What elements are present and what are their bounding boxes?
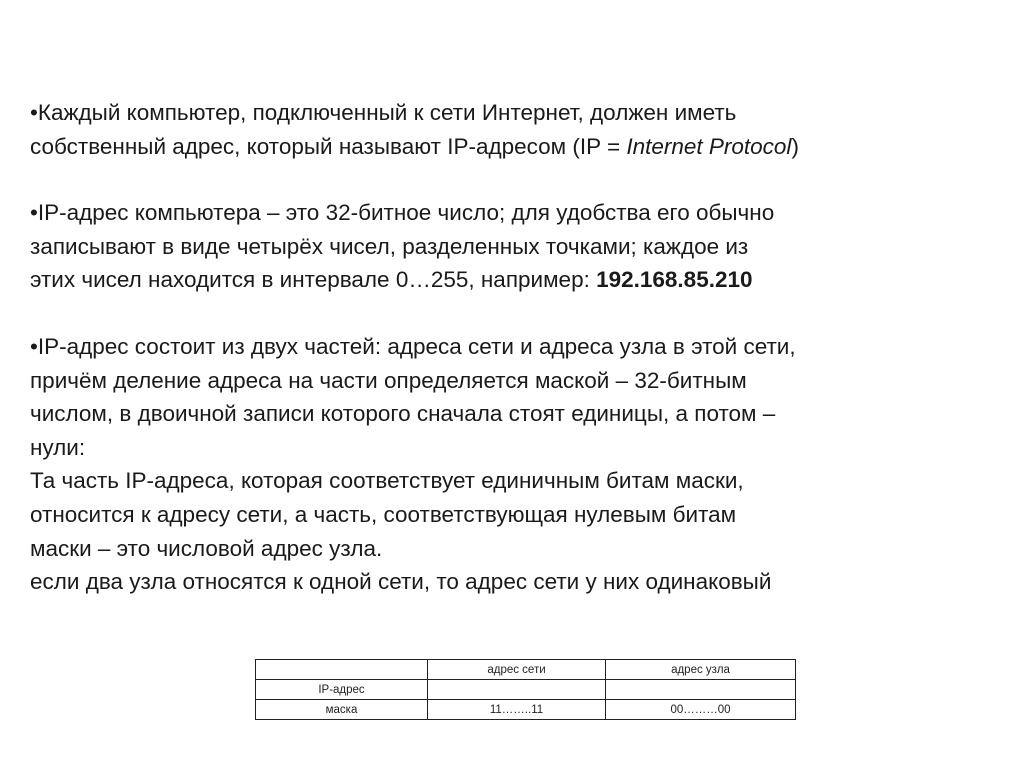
ip-mask-table: [255, 659, 796, 720]
table-cell: [256, 660, 428, 680]
paragraph-3-line-6: относится к адресу сети, а часть, соответствующая нулевым битам: [30, 501, 737, 527]
mask-host-bits: 00………00: [606, 700, 796, 720]
row-label-mask: маска: [256, 700, 428, 720]
example-ip: 192.168.85.210: [596, 267, 753, 293]
paragraph-2-line-2: записывают в виде четырёх чисел, разделенных точками; каждое из: [30, 233, 749, 259]
table-row-ip: [256, 680, 796, 700]
paragraph-2-line-1: •IP-адрес компьютера – это 32-битное число; для удобства его обычно: [30, 200, 775, 226]
table-cell: [428, 680, 606, 700]
paragraph-gap: [30, 163, 1010, 196]
paragraph-1-line-1: •Каждый компьютер, подключенный к сети Интернет, должен иметь: [30, 100, 737, 125]
table-header-row: [256, 660, 796, 680]
paragraph-3-line-3: числом, в двоичной записи которого сначала стоят единицы, а потом –: [30, 401, 776, 427]
paragraph-3-line-8: если два узла относятся к одной сети, то адрес сети у них одинаковый: [30, 569, 772, 595]
italic-term: Internet Protocol: [626, 133, 792, 159]
text-span: собственный адрес, который называют IP-адресом (IP =: [30, 133, 627, 159]
paragraph-3-line-2: причём деление адреса на части определяется маской – 32-битным: [30, 367, 747, 393]
paragraph-1-line-2: [30, 130, 1010, 164]
table-cell: [606, 680, 796, 700]
paragraph-3-line-1: •IP-адрес состоит из двух частей: адреса сети и адреса узла в этой сети,: [30, 333, 796, 359]
paragraph-3-line-7: маски – это числовой адрес узла.: [30, 535, 383, 561]
text-span: ): [791, 133, 799, 159]
paragraph-3-line-5: Та часть IP-адреса, которая соответствует единичным битам маски,: [30, 468, 744, 494]
paragraph-3-line-4: нули:: [30, 434, 86, 460]
table-header-network: адрес сети: [428, 660, 606, 680]
row-label-ip: IP-адрес: [256, 680, 428, 700]
paragraph-2-line-3: [30, 263, 1010, 297]
table-row-mask: [256, 700, 796, 720]
mask-network-bits: 11……..11: [428, 700, 606, 720]
slide-body: [30, 96, 1010, 599]
text-span: этих чисел находится в интервале 0…255, например:: [30, 267, 597, 293]
paragraph-gap: [30, 297, 1010, 330]
table-header-host: адрес узла: [606, 660, 796, 680]
